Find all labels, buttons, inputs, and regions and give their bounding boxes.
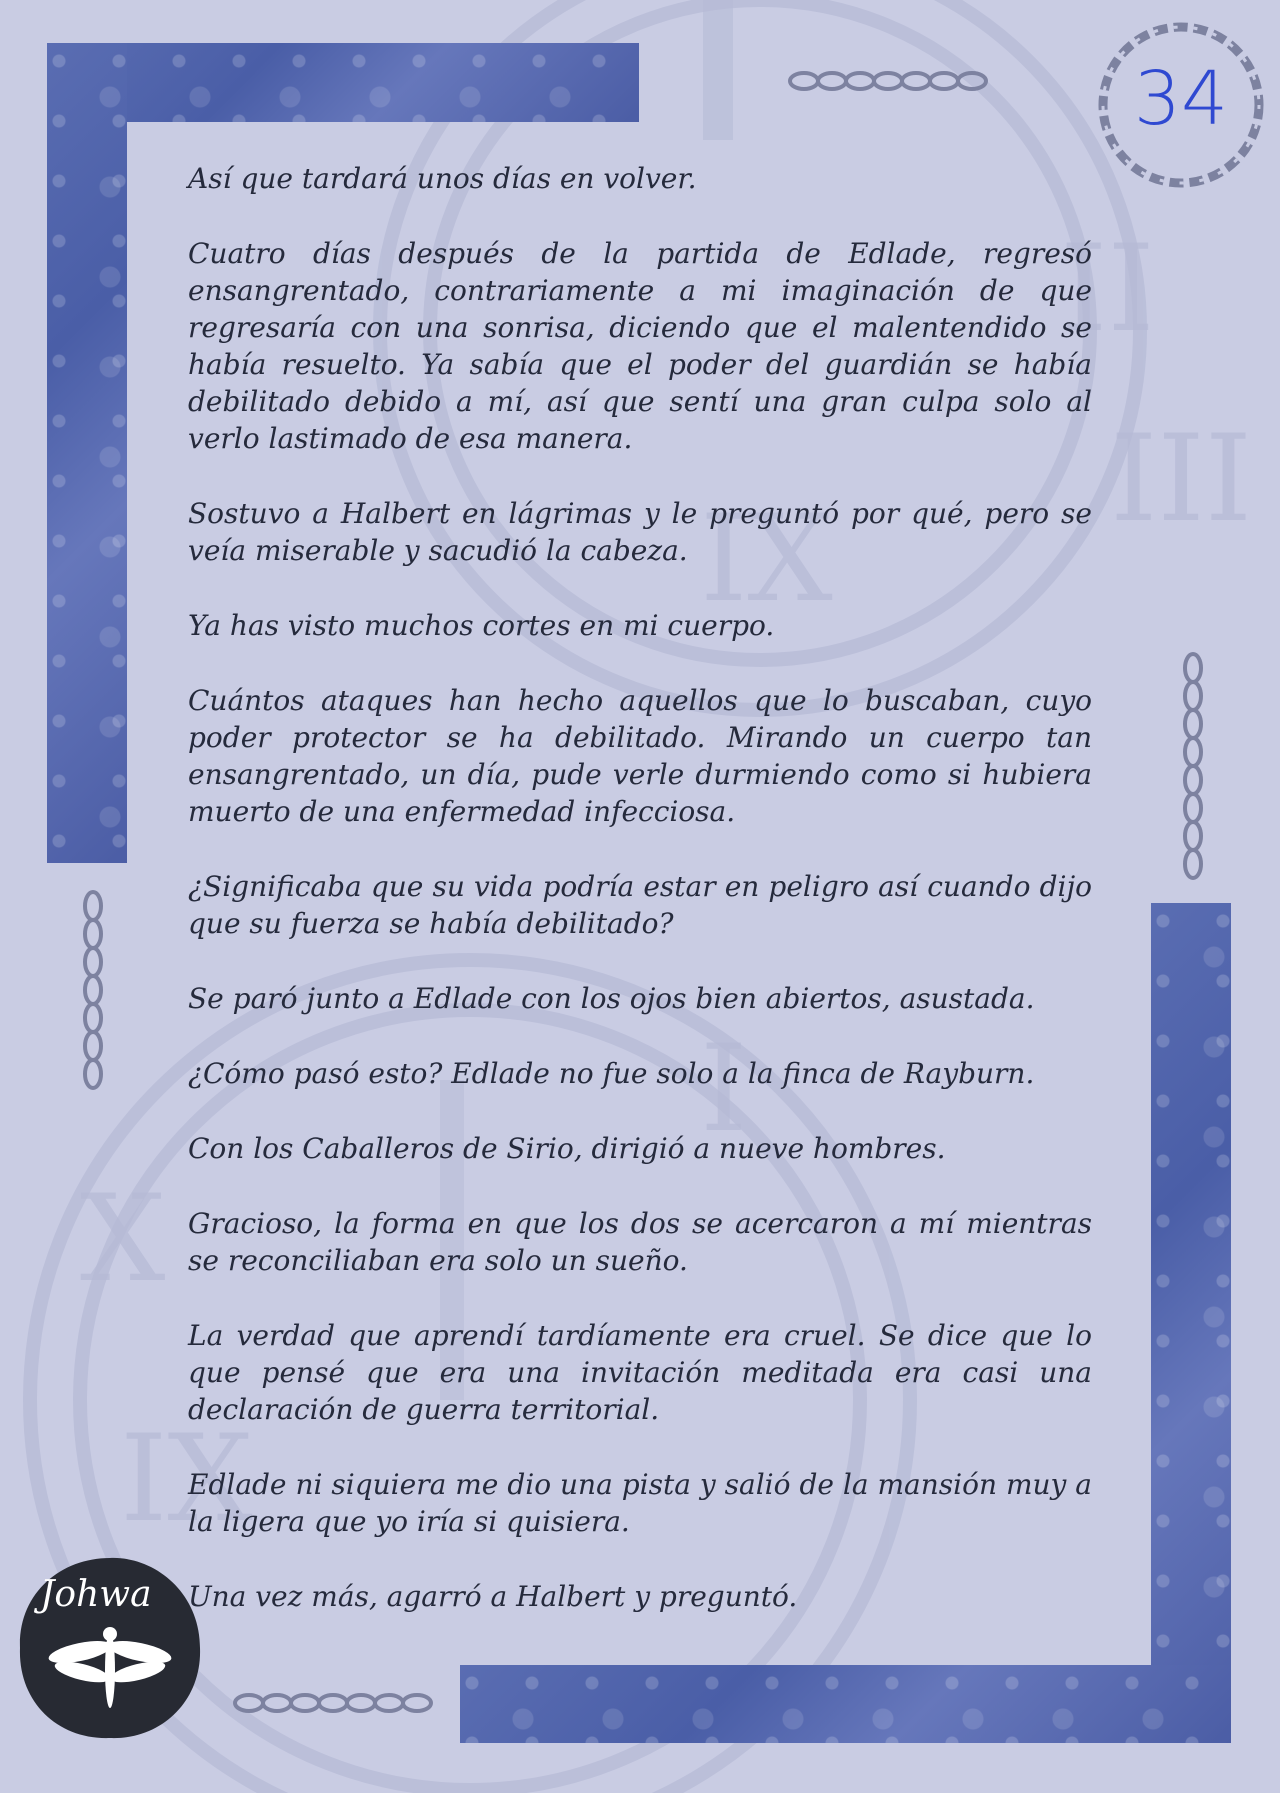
- svg-text:IX: IX: [700, 490, 833, 629]
- paragraph: Una vez más, agarró a Halbert y preguntó.: [188, 1580, 798, 1613]
- chain-left-vertical: [80, 890, 106, 1110]
- paragraph: Gracioso, la forma en que los dos se acercaron a mí mientras se reconciliaban era solo un sueño.: [188, 1207, 1092, 1277]
- frame-top-left-horizontal: [47, 43, 639, 122]
- svg-text:III: III: [1110, 410, 1253, 549]
- frame-bottom-right-horizontal: [460, 1665, 1231, 1743]
- page-number: 34: [1133, 56, 1229, 142]
- paragraph: Ya has visto muchos cortes en mi cuerpo.: [188, 609, 775, 642]
- paragraph: Cuatro días después de la partida de Edlade, regresó ensangrentado, contrariamente a mi imaginación de que regresaría con una sonrisa, diciendo que el malentendido se había resuelto. Ya sabía que el poder del guardián se había debilitado debido a mí, así que sentí una gran culpa solo al verlo lastimado de esa manera.: [188, 237, 1092, 455]
- frame-top-left-vertical: [47, 43, 127, 863]
- paragraph: Así que tardará unos días en volver.: [188, 162, 697, 195]
- chain-top-horizontal: [788, 68, 988, 94]
- story-text: [188, 160, 1092, 1653]
- svg-text:X: X: [80, 1170, 166, 1309]
- paragraph: Sostuvo a Halbert en lágrimas y le preguntó por qué, pero se veía miserable y sacudió la cabeza.: [188, 497, 1092, 567]
- paragraph: Cuántos ataques han hecho aquellos que lo buscaban, cuyo poder protector se ha debilitado. Mirando un cuerpo tan ensangrentado, un día, pude verle durmiendo como si hubiera muerto de una enfermedad infecciosa.: [188, 684, 1092, 828]
- svg-text:I: I: [700, 1020, 748, 1159]
- paragraph: Con los Caballeros de Sirio, dirigió a nueve hombres.: [188, 1132, 946, 1165]
- paragraph: ¿Cómo pasó esto? Edlade no fue solo a la finca de Rayburn.: [188, 1057, 1035, 1090]
- chain-bottom-horizontal: [233, 1690, 443, 1716]
- paragraph: ¿Significaba que su vida podría estar en peligro así cuando dijo que su fuerza se había debilitado?: [188, 870, 1092, 940]
- chain-right-vertical: [1180, 652, 1206, 882]
- frame-bottom-right-vertical: [1151, 903, 1231, 1743]
- paragraph: Edlade ni siquiera me dio una pista y salió de la mansión muy a la ligera que yo iría si quisiera.: [188, 1468, 1092, 1538]
- paragraph: Se paró junto a Edlade con los ojos bien abiertos, asustada.: [188, 982, 1035, 1015]
- paragraph: La verdad que aprendí tardíamente era cruel. Se dice que lo que pensé que era una invitación meditada era casi una declaración de guerra territorial.: [188, 1319, 1092, 1426]
- logo-text: Johwa: [40, 1574, 152, 1615]
- svg-text:II: II: [1060, 220, 1155, 359]
- svg-text:IX: IX: [120, 1410, 253, 1549]
